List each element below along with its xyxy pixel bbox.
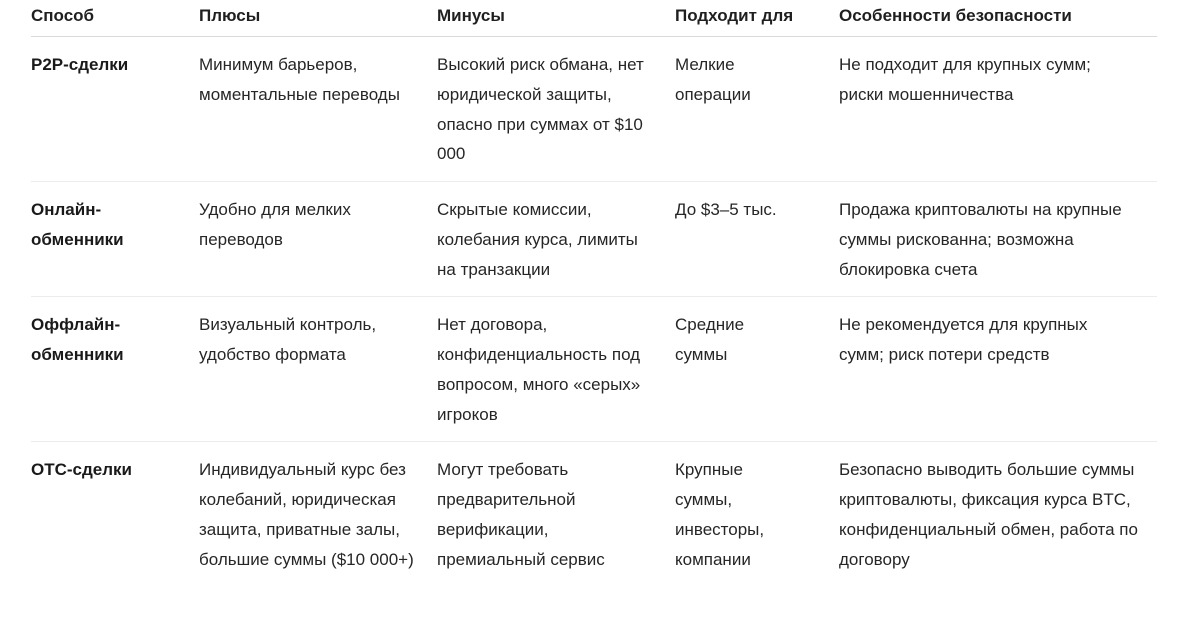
comparison-table-container bbox=[31, 0, 1157, 586]
header-pros: Плюсы bbox=[199, 0, 437, 37]
cell-pros: Удобно для мелких переводов bbox=[199, 182, 437, 297]
cell-suitable-for: Мелкие операции bbox=[675, 37, 839, 182]
cell-method: Онлайн-обменники bbox=[31, 182, 199, 297]
header-method: Способ bbox=[31, 0, 199, 37]
cell-pros: Минимум барьеров, моментальные переводы bbox=[199, 37, 437, 182]
table-row bbox=[31, 442, 1157, 587]
cell-pros: Визуальный контроль, удобство формата bbox=[199, 297, 437, 442]
cell-security: Не подходит для крупных сумм; риски мошенничества bbox=[839, 37, 1157, 182]
table-row bbox=[31, 182, 1157, 297]
cell-cons: Скрытые комиссии, колебания курса, лимиты на транзакции bbox=[437, 182, 675, 297]
header-row bbox=[31, 0, 1157, 37]
table-row bbox=[31, 297, 1157, 442]
cell-security: Не рекомендуется для крупных сумм; риск потери средств bbox=[839, 297, 1157, 442]
cell-cons: Могут требовать предварительной верификации, премиальный сервис bbox=[437, 460, 605, 569]
cell-pros: Индивидуальный курс без колебаний, юридическая защита, приватные залы, большие суммы ($10 000+) bbox=[199, 460, 414, 569]
cell-security: Продажа криптовалюты на крупные суммы рискованна; возможна блокировка счета bbox=[839, 182, 1157, 297]
table-row bbox=[31, 37, 1157, 182]
cell-method: P2P-сделки bbox=[31, 37, 199, 182]
cell-suitable-for: Средние суммы bbox=[675, 297, 839, 442]
cell-suitable-for: До $3–5 тыс. bbox=[675, 182, 839, 297]
cell-method: OTC-сделки bbox=[31, 460, 133, 480]
header-cons: Минусы bbox=[437, 0, 675, 37]
cell-cons: Нет договора, конфиденциальность под вопросом, много «серых» игроков bbox=[437, 297, 675, 442]
header-suitable-for: Подходит для bbox=[675, 0, 839, 37]
cell-suitable-for: Крупные суммы, инвесторы, компании bbox=[675, 460, 765, 569]
comparison-table bbox=[31, 0, 1157, 586]
header-security: Особенности безопасности bbox=[839, 0, 1157, 37]
cell-method: Оффлайн-обменники bbox=[31, 297, 199, 442]
cell-cons: Высокий риск обмана, нет юридической защиты, опасно при суммах от $10 000 bbox=[437, 37, 675, 182]
table-body bbox=[31, 37, 1157, 587]
table-header bbox=[31, 0, 1157, 37]
cell-security: Безопасно выводить большие суммы криптовалюты, фиксация курса BTC, конфиденциальный обмен, работа по договору bbox=[839, 460, 1138, 569]
